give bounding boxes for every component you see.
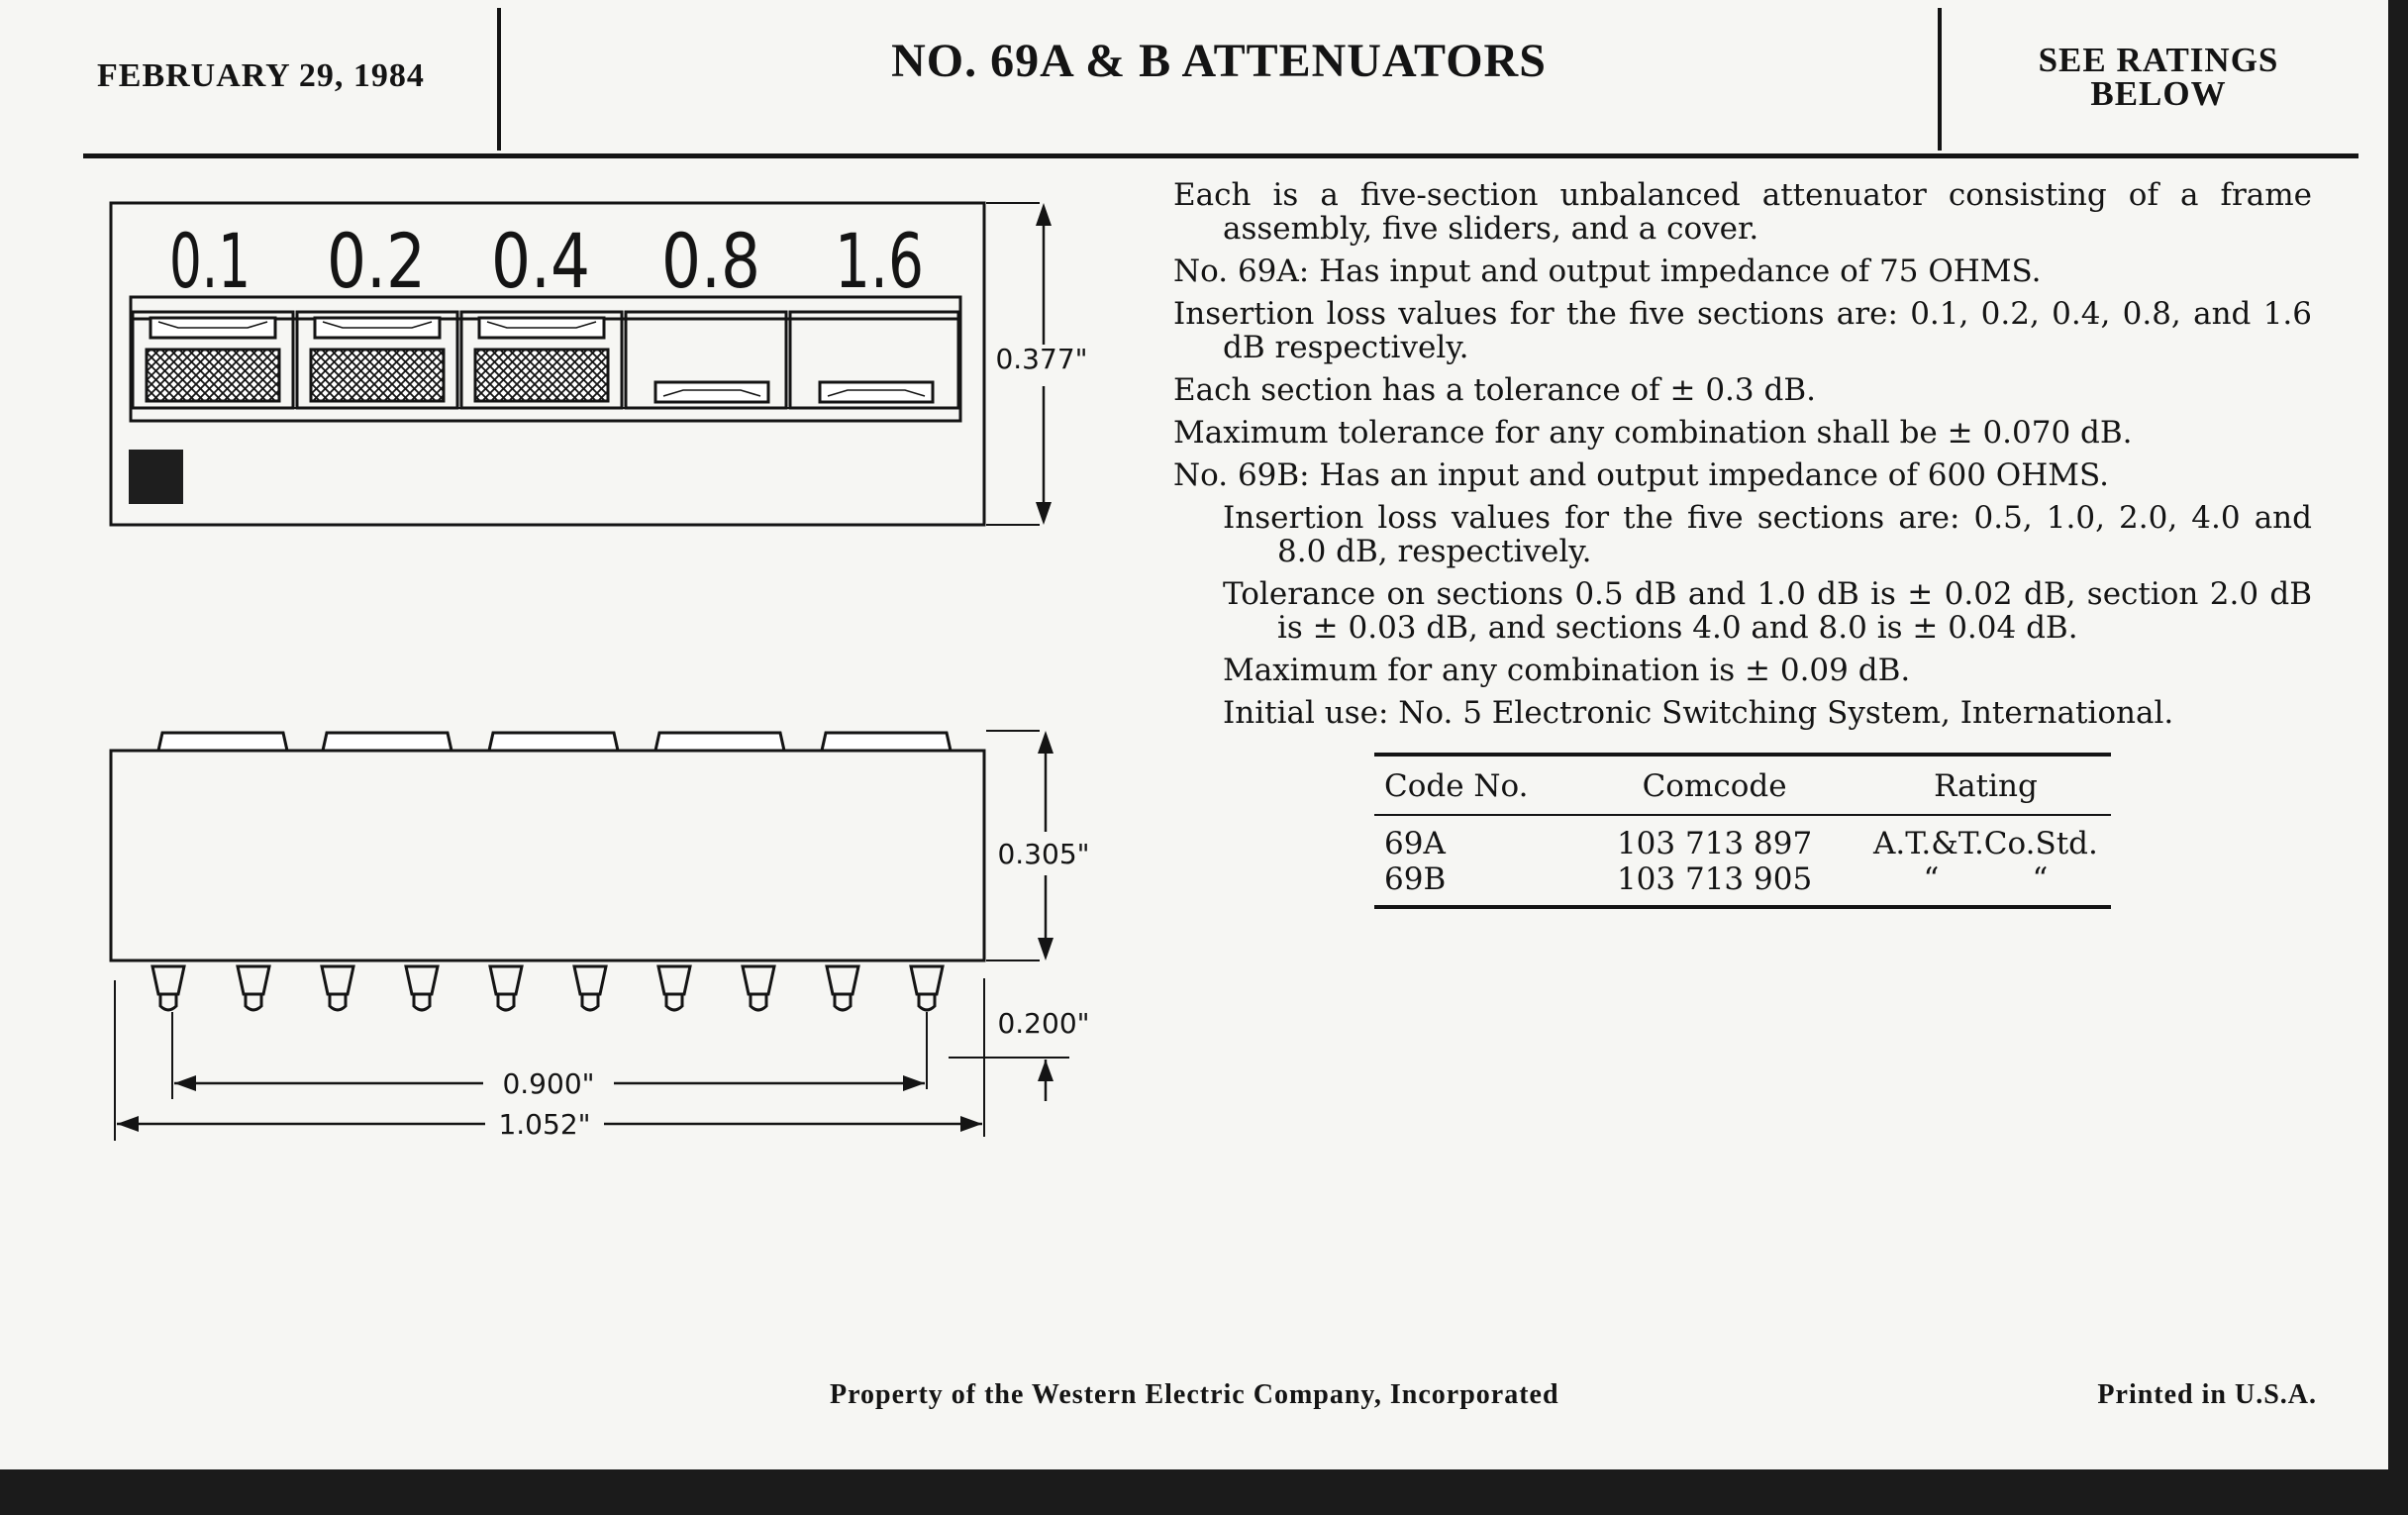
dimension-body-height [986, 731, 1090, 960]
cell-code: 69B [1384, 861, 1447, 897]
pins [152, 966, 943, 1010]
dim-pin-height-label: 0.200" [997, 1007, 1090, 1040]
dim-top-height-label: 0.377" [995, 343, 1088, 375]
slider-5 [790, 312, 958, 408]
section-label-4: 0.8 [661, 217, 760, 305]
ratings-table [1374, 753, 2111, 909]
column-header-code: Code No. [1374, 755, 1568, 815]
footer-printed-in: Printed in U.S.A. [2097, 1379, 2317, 1410]
description-p1: Each is a five-section unbalanced attenuator consisting of a frame assembly, five sliders, and a cover. [1173, 177, 2312, 247]
table-row [1374, 815, 2111, 861]
table-header-row [1374, 755, 2111, 815]
section-label-1: 0.1 [169, 217, 251, 305]
ratings-line-1: SEE RATINGS [2038, 41, 2279, 79]
cell-code: 69A [1384, 826, 1446, 861]
description-p6: No. 69B: Has an input and output impedance of 600 OHMS. [1173, 457, 2109, 493]
footer-property-notice: Property of the Western Electric Company, Incorporated [830, 1379, 1559, 1410]
description-p3: Insertion loss values for the five sections are: 0.1, 0.2, 0.4, 0.8, and 1.6 dB respectively. [1173, 296, 2312, 365]
dim-body-height-label: 0.305" [997, 838, 1090, 870]
description-p10: Initial use: No. 5 Electronic Switching System, International. [1223, 695, 2174, 731]
side-view [111, 731, 1090, 1141]
description-p2: No. 69A: Has input and output impedance of 75 OHMS. [1173, 253, 2042, 289]
cell-comcode: 103 713 905 [1616, 861, 1813, 897]
ratings-line-2: BELOW [2090, 74, 2227, 113]
description-p5: Maximum tolerance for any combination shall be ± 0.070 dB. [1173, 415, 2133, 451]
slider-3 [461, 312, 622, 408]
description-p8: Tolerance on sections 0.5 dB and 1.0 dB is ± 0.02 dB, section 2.0 dB is ± 0.03 dB, and sections 4.0 and 8.0 is ± 0.04 dB. [1223, 576, 2312, 646]
slider-1 [133, 312, 293, 408]
attenuator-drawing [89, 188, 1129, 1168]
header-rule [83, 153, 2358, 158]
cell-comcode: 103 713 897 [1616, 826, 1813, 861]
description-p4: Each section has a tolerance of ± 0.3 dB. [1173, 372, 1816, 408]
description [1173, 178, 2312, 739]
dimension-top-height [986, 203, 1088, 525]
ditto-mark: “ [2032, 861, 2049, 897]
dim-overall-length-label: 1.052" [498, 1108, 591, 1141]
section-label-2: 0.2 [327, 217, 426, 305]
column-header-comcode: Comcode [1568, 755, 1860, 815]
header-divider-right [1938, 8, 1942, 151]
section-label-5: 1.6 [835, 217, 924, 305]
slider-4 [626, 312, 786, 408]
description-p7: Insertion loss values for the five sections are: 0.5, 1.0, 2.0, 4.0 and 8.0 dB, respectively. [1223, 500, 2312, 569]
section-labels [169, 217, 924, 305]
pin-one-marker [129, 450, 183, 504]
cell-rating-ditto [1860, 861, 2111, 907]
description-p9: Maximum for any combination is ± 0.09 dB. [1223, 653, 1911, 688]
section-label-3: 0.4 [491, 217, 590, 305]
header-ratings-note [1951, 41, 2366, 113]
page-title: NO. 69A & B ATTENUATORS [891, 35, 1547, 87]
header-date: FEBRUARY 29, 1984 [97, 57, 425, 94]
dimension-pin-span [172, 1012, 927, 1100]
dim-pin-span-label: 0.900" [502, 1067, 595, 1100]
ditto-mark: “ [1923, 861, 1940, 897]
column-header-rating: Rating [1860, 755, 2111, 815]
cell-rating: A.T.&T.Co.Std. [1873, 826, 2098, 861]
dimension-pin-height [949, 1007, 1090, 1101]
top-view [111, 203, 1088, 525]
slider-2 [297, 312, 457, 408]
table-row [1374, 861, 2111, 907]
